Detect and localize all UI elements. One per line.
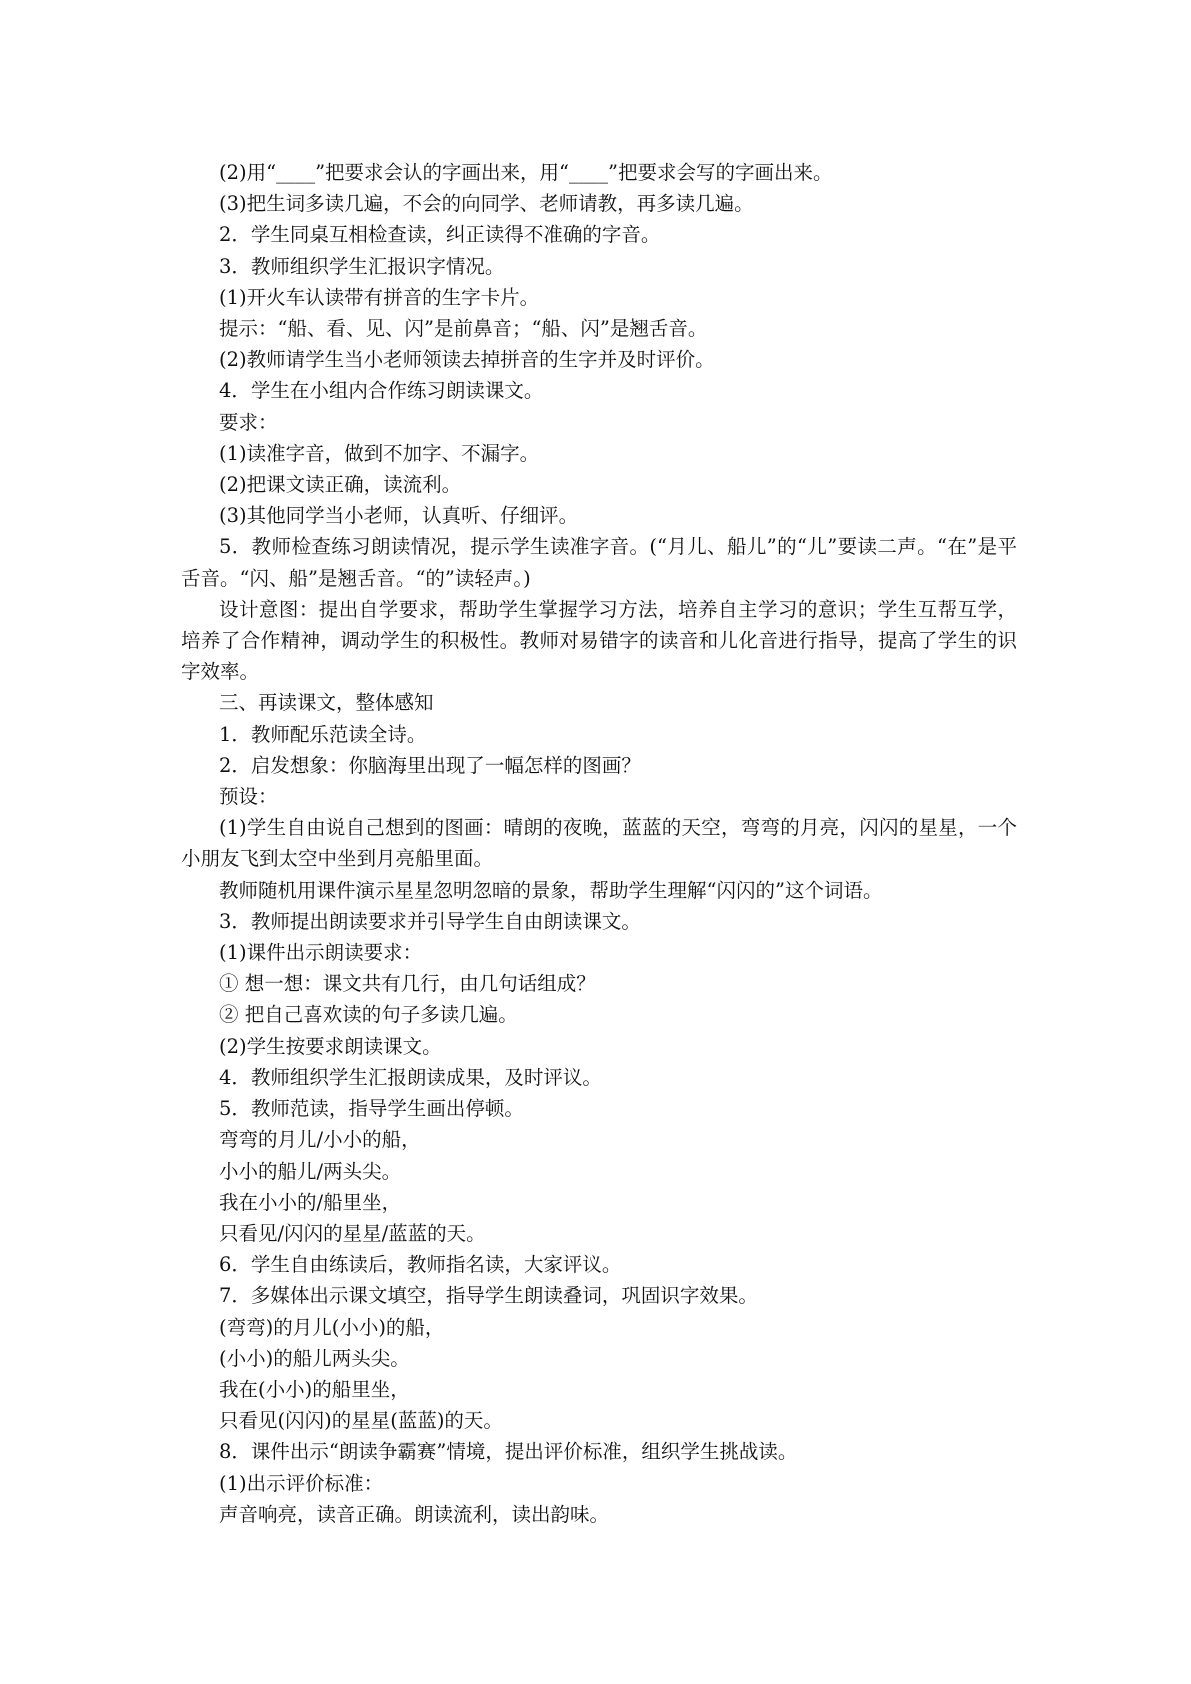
paragraph-reading-check: 5．教师检查练习朗读情况，提示学生读准字音。(“月儿、船儿”的“儿”要读二声。“在”是平舌音。“闪、船”是翘舌音。“的”读轻声。) <box>181 535 1017 590</box>
text-line: 3．教师组织学生汇报识字情况。 <box>219 254 505 278</box>
poem-line: 弯弯的月儿/小小的船， <box>219 1128 421 1152</box>
text-line: (1)课件出示朗读要求： <box>219 941 423 965</box>
text-line: 2．学生同桌互相检查读，纠正读得不准确的字音。 <box>219 223 661 247</box>
text-line: 提示：“船、看、见、闪”是前鼻音；“船、闪”是翘舌音。 <box>219 317 708 341</box>
poem-line: 小小的船儿/两头尖。 <box>219 1159 402 1183</box>
poem-line: (弯弯)的月儿(小小)的船， <box>219 1315 445 1339</box>
text-line: (2)学生按要求朗读课文。 <box>219 1034 442 1058</box>
text-line: 8．课件出示“朗读争霸赛”情境，提出评价标准，组织学生挑战读。 <box>219 1440 798 1464</box>
text-line: 1．教师配乐范读全诗。 <box>219 722 427 746</box>
text-line: 2．启发想象：你脑海里出现了一幅怎样的图画？ <box>219 753 641 777</box>
text-line: (1)出示评价标准： <box>219 1471 384 1495</box>
text-line: 6．学生自由练读后，教师指名读，大家评议。 <box>219 1253 622 1277</box>
text-line: 4．教师组织学生汇报朗读成果，及时评议。 <box>219 1065 602 1089</box>
paragraph-design-intent: 设计意图：提出自学要求，帮助学生掌握学习方法，培养自主学习的意识；学生互帮互学，培养了合作精神，调动学生的积极性。教师对易错字的读音和儿化音进行指导，提高了学生的识字效率。 <box>181 597 1017 684</box>
text-line: (2)用“____”把要求会认的字画出来，用“____”把要求会写的字画出来。 <box>219 161 833 184</box>
text-line: (1)开火车认读带有拼音的生字卡片。 <box>219 285 540 309</box>
text-line: 要求： <box>219 410 278 434</box>
text-line: 声音响亮，读音正确。朗读流利，读出韵味。 <box>219 1502 610 1526</box>
text-line: 3．教师提出朗读要求并引导学生自由朗读课文。 <box>219 909 641 933</box>
text-line: 预设： <box>219 785 278 809</box>
section-heading: 三、再读课文，整体感知 <box>219 691 434 715</box>
text-line: 教师随机用课件演示星星忽明忽暗的景象，帮助学生理解“闪闪的”这个词语。 <box>219 878 883 902</box>
text-line: (2)教师请学生当小老师领读去掉拼音的生字并及时评价。 <box>219 348 715 372</box>
poem-line: 我在小小的/船里坐， <box>219 1190 402 1214</box>
text-line: (3)把生词多读几遍，不会的向同学、老师请教，再多读几遍。 <box>219 192 754 216</box>
text-line: (2)把课文读正确，读流利。 <box>219 473 462 497</box>
poem-line: 我在(小小)的船里坐， <box>219 1377 410 1401</box>
text-line: 7．多媒体出示课文填空，指导学生朗读叠词，巩固识字效果。 <box>219 1284 758 1308</box>
poem-line: 只看见(闪闪)的星星(蓝蓝)的天。 <box>219 1409 503 1433</box>
text-line: ① 想一想：课文共有几行，由几句话组成？ <box>219 972 596 996</box>
text-line: 4．学生在小组内合作练习朗读课文。 <box>219 379 544 403</box>
text-line: (1)读准字音，做到不加字、不漏字。 <box>219 441 540 465</box>
poem-line: 只看见/闪闪的星星/蓝蓝的天。 <box>219 1221 486 1245</box>
paragraph-preset: (1)学生自由说自己想到的图画：晴朗的夜晚，蓝蓝的天空，弯弯的月亮，闪闪的星星，一个小朋友飞到太空中坐到月亮船里面。 <box>181 816 1017 871</box>
text-line: (3)其他同学当小老师，认真听、仔细评。 <box>219 504 579 528</box>
document-body <box>181 157 1017 1530</box>
poem-line: (小小)的船儿两头尖。 <box>219 1346 410 1370</box>
text-line: 5．教师范读，指导学生画出停顿。 <box>219 1097 524 1121</box>
text-line: ② 把自己喜欢读的句子多读几遍。 <box>219 1003 518 1027</box>
